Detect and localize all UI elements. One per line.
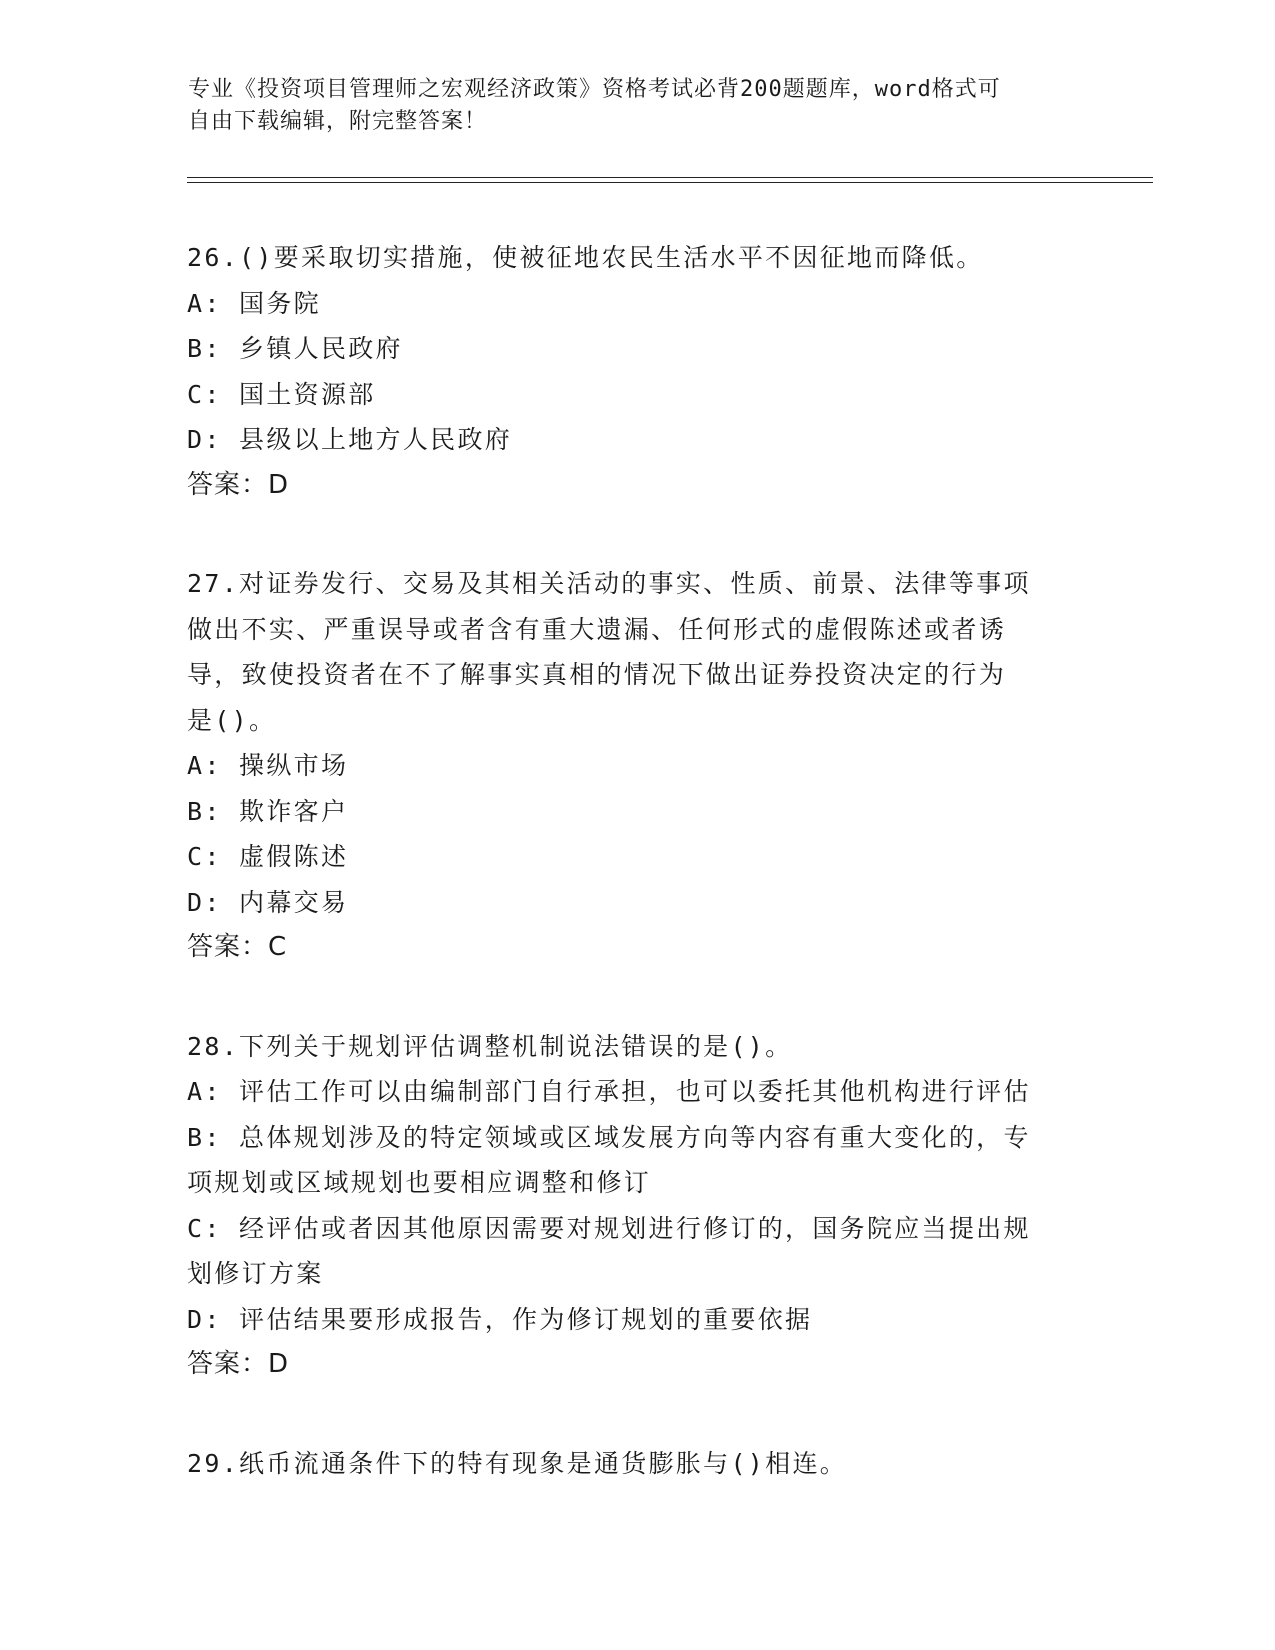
header-divider-bottom xyxy=(187,182,1153,183)
question-item xyxy=(187,235,1077,508)
header-line-1: 专业《投资项目管理师之宏观经济政策》资格考试必背200题题库，word格式可 xyxy=(188,77,1001,102)
question-stem-line: 27.对证券发行、交易及其相关活动的事实、性质、前景、法律等事项 xyxy=(187,569,1031,598)
option-line: C: 虚假陈述 xyxy=(187,842,349,871)
question-item xyxy=(187,1024,1077,1388)
option-line: A: 操纵市场 xyxy=(187,751,349,780)
option-line: C: 经评估或者因其他原因需要对规划进行修订的，国务院应当提出规 xyxy=(187,1213,1031,1243)
question-item xyxy=(187,1441,1077,1487)
header-divider-top xyxy=(187,177,1153,178)
answer-line: 答案：D xyxy=(187,469,290,500)
question-item xyxy=(187,561,1077,971)
option-line: 划修订方案 xyxy=(187,1259,324,1288)
header-line-2: 自由下载编辑，附完整答案！ xyxy=(188,109,488,134)
answer-line: 答案：C xyxy=(187,932,288,962)
option-line: D: 评估结果要形成报告，作为修订规划的重要依据 xyxy=(187,1304,813,1334)
answer-line: 答案：D xyxy=(187,1349,290,1379)
option-line: 项规划或区域规划也要相应调整和修订 xyxy=(187,1168,652,1197)
question-stem-line: 28.下列关于规划评估调整机制说法错误的是()。 xyxy=(187,1031,793,1061)
option-line: A: 评估工作可以由编制部门自行承担，也可以委托其他机构进行评估 xyxy=(187,1077,1031,1106)
question-stem-line: 是()。 xyxy=(187,705,277,735)
option-line: C: 国土资源部 xyxy=(187,379,376,409)
option-line: A: 国务院 xyxy=(187,288,321,318)
question-stem-line: 导，致使投资者在不了解事实真相的情况下做出证券投资决定的行为 xyxy=(187,660,1007,689)
question-list xyxy=(187,235,1077,1539)
document-header xyxy=(188,74,1068,138)
question-stem-line: 做出不实、严重误导或者含有重大遗漏、任何形式的虚假陈述或者诱 xyxy=(187,614,1007,644)
option-line: D: 内幕交易 xyxy=(187,887,349,917)
question-stem-line: 26.()要采取切实措施，使被征地农民生活水平不因征地而降低。 xyxy=(187,243,984,272)
question-stem-line: 29.纸币流通条件下的特有现象是通货膨胀与()相连。 xyxy=(187,1448,848,1478)
option-line: D: 县级以上地方人民政府 xyxy=(187,425,513,454)
option-line: B: 总体规划涉及的特定领域或区域发展方向等内容有重大变化的，专 xyxy=(187,1122,1031,1152)
option-line: B: 欺诈客户 xyxy=(187,796,349,826)
option-line: B: 乡镇人民政府 xyxy=(187,334,403,363)
